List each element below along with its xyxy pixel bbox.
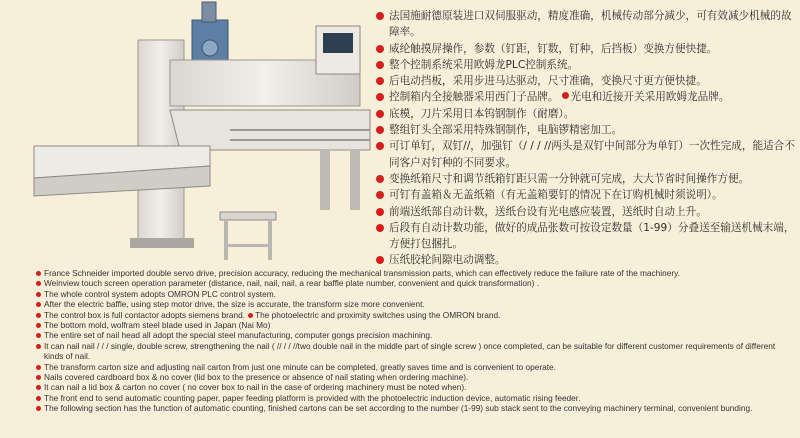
feature-cn-item: 可订单钉，双钉//，加强钉（/ / / //两头是双钉中间部分为单钉）一次性完成，能适合不同客户对钉种的不同要求。 — [376, 138, 796, 171]
feature-en-item: The control box is full contactor adopts siemens brand. The photoelectric and proximity switches using the OMRON brand. — [36, 310, 796, 320]
feature-cn-item: 后电动挡板，采用步进马达驱动，尺寸准确，变换尺寸更方便快捷。 — [376, 73, 796, 89]
feature-en-item: It can nail a lid box & carton no cover ( no cover box to nail in the case of ordering machinery must be noted when). — [36, 382, 796, 392]
bullet-icon — [376, 61, 384, 69]
bullet-icon — [376, 77, 384, 85]
bullet-icon — [376, 256, 384, 264]
feature-en-item: After the electric baffle, using step motor drive, the size is accurate, the transform size more convenient. — [36, 299, 796, 309]
bullet-icon — [36, 344, 41, 349]
feature-en-item: France Schneider imported double servo drive, precision accuracy, reducing the mechanical transmission parts, which can effectively reduce the failure rate of the machinery. — [36, 268, 796, 278]
features-cn-list — [376, 8, 796, 269]
touch-screen — [323, 33, 353, 53]
feature-en-item: The entire set of nail head all adopt the special steel manufacturing, computer gongs precision machining. — [36, 330, 796, 340]
feature-cn-item: 底模，刀片采用日本钨钢制作（耐磨）。 — [376, 106, 796, 122]
bullet-icon — [36, 313, 41, 318]
bullet-icon — [36, 396, 41, 401]
feature-en-item: The bottom mold, wolfram steel blade used in Japan (Nai Mo) — [36, 320, 796, 330]
feature-cn-item: 后段有自动计数功能，做好的成品张数可按设定数量（1-99）分叠送至输送机械末端，方便打包捆扎。 — [376, 220, 796, 253]
feature-en-item: It can nail nail / / / single, double screw, strengthening the nail ( // / / //two double nail in the middle part of single screw ) once completed, can be suitable for different customer requirements of different kinds of nail. — [36, 341, 796, 362]
feature-en-item: The transform carton size and adjusting nail carton from just one minute can be completed, greatly saves time and is convenient to operate. — [36, 362, 796, 372]
feature-en-item: Weinview touch screen operation parameter (distance, nail, nail, nail, a rear baffle plate number, convenient and quick transformation) . — [36, 278, 796, 288]
bullet-icon — [36, 271, 41, 276]
bullet-icon — [376, 208, 384, 216]
stool — [220, 212, 276, 220]
bullet-icon — [376, 191, 384, 199]
bullet-icon — [376, 224, 384, 232]
feature-cn-item: 压纸胶轮间隙电动调整。 — [376, 252, 796, 268]
feature-cn-item: 前端送纸部自动计数，送纸台设有光电感应装置，送纸时自动上升。 — [376, 204, 796, 220]
bullet-icon — [376, 12, 384, 20]
bullet-icon — [36, 302, 41, 307]
feature-en-item: The front end to send automatic counting paper, paper feeding platform is provided with the photoelectric induction device, automatic rising feeder. — [36, 393, 796, 403]
feature-cn-item: 变换纸箱尺寸和调节纸箱钉距只需一分钟就可完成，大大节省时间操作方便。 — [376, 171, 796, 187]
feature-cn-item: 整组钉头全部采用特殊钢制作，电脑锣精密加工。 — [376, 122, 796, 138]
bullet-icon — [36, 365, 41, 370]
stitching-machine-photo — [20, 0, 380, 265]
bullet-icon — [376, 175, 384, 183]
bullet-icon — [248, 313, 253, 318]
bullet-icon — [36, 385, 41, 390]
bullet-icon — [376, 126, 384, 134]
feature-en-item: The following section has the function of automatic counting, finished cartons can be set according to the number (1-99) sub stack sent to the conveying machinery terminal, convenient bunding. — [36, 403, 796, 413]
bullet-icon — [36, 323, 41, 328]
bullet-icon — [562, 92, 569, 99]
feature-cn-item: 可钉有盖箱＆无盖纸箱（有无盖箱要钉的情况下在订购机械时须说明）。 — [376, 187, 796, 203]
feature-cn-item: 控制箱内全接触器采用西门子品牌。 光电和近接开关采用欧姆龙品牌。 — [376, 89, 796, 105]
features-en-list — [36, 268, 796, 414]
feature-cn-item: 整个控制系统采用欧姆龙PLC控制系统。 — [376, 57, 796, 73]
bullet-icon — [36, 281, 41, 286]
bullet-icon — [36, 406, 41, 411]
feature-cn-item: 威纶触摸屏操作，参数（钉距，钉数，钉种，后挡板）变换方便快捷。 — [376, 41, 796, 57]
bullet-icon — [36, 292, 41, 297]
feature-en-item: The whole control system adopts OMRON PLC control system. — [36, 289, 796, 299]
bullet-icon — [376, 142, 384, 150]
bullet-icon — [376, 93, 384, 101]
feature-en-item: Nails covered cardboard box & no cover (lid box to the presence or absence of nail stating when ordering machine). — [36, 372, 796, 382]
right-stand — [320, 150, 330, 210]
feature-cn-item: 法国施耐德原装进口双伺服驱动，精度准确，机械传动部分减少，可有效减少机械的故障率。 — [376, 8, 796, 41]
bullet-icon — [376, 45, 384, 53]
bullet-icon — [36, 375, 41, 380]
bullet-icon — [376, 110, 384, 118]
bullet-icon — [36, 333, 41, 338]
